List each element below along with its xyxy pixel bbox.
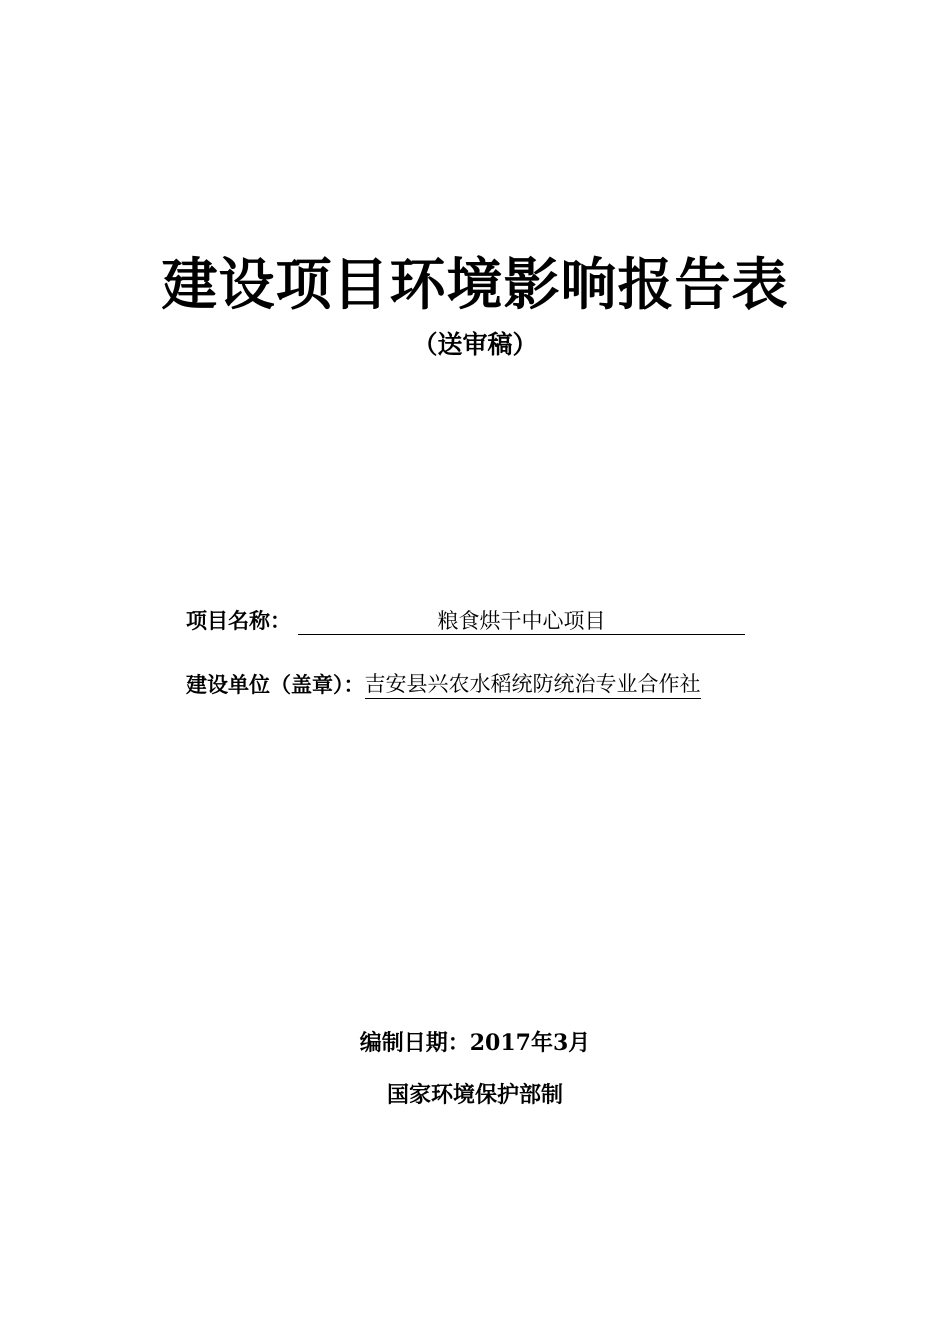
construction-unit-label: 建设单位（盖章）：	[186, 672, 365, 697]
project-name-value: 粮食烘干中心项目	[298, 606, 745, 635]
project-name-label: 项目名称：	[186, 608, 291, 633]
construction-unit-value: 吉安县兴农水稻统防统治专业合作社	[365, 670, 701, 699]
compile-date	[0, 1026, 950, 1060]
report-subtitle: （送审稿）	[412, 330, 538, 359]
construction-unit-row	[186, 670, 701, 700]
issuer-line: 国家环境保护部制	[386, 1082, 563, 1108]
compile-date-label: 编制日期：	[359, 1030, 470, 1056]
project-name-row	[186, 606, 606, 636]
compile-date-value: 2017年3月	[469, 1030, 591, 1056]
report-title: 建设项目环境影响报告表	[161, 252, 789, 318]
